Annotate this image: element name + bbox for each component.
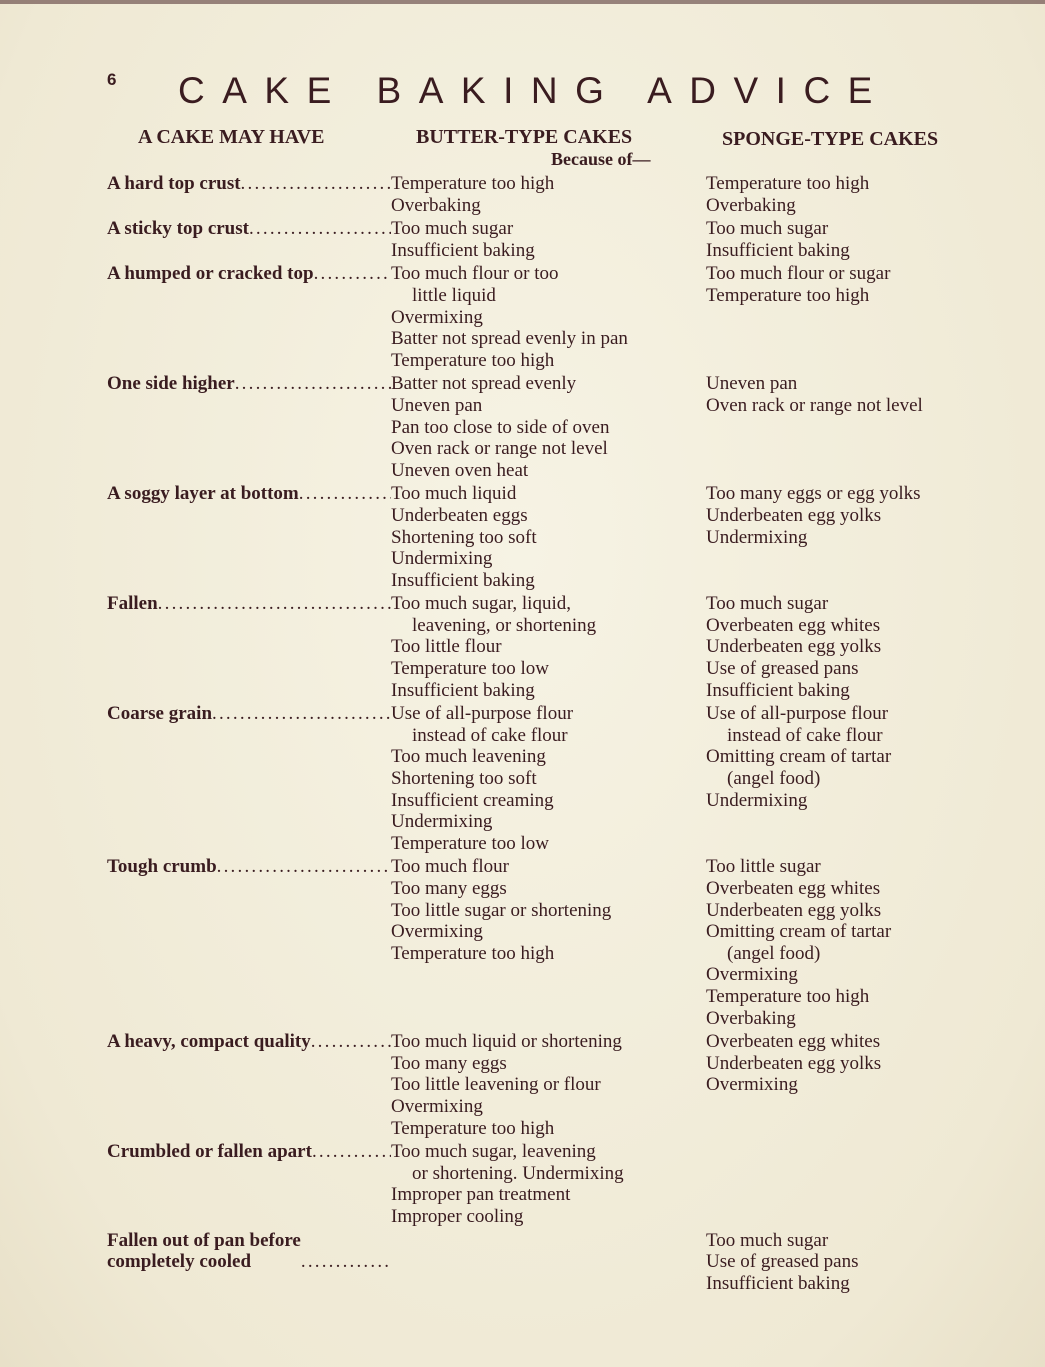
problem-cell bbox=[107, 263, 391, 371]
sponge-cause-line: Overbeaten egg whites bbox=[706, 614, 881, 636]
butter-cause-line: Undermixing bbox=[391, 548, 493, 570]
problem-cell bbox=[107, 1141, 391, 1227]
dot-leader bbox=[299, 483, 391, 505]
butter-cause-line: Uneven pan bbox=[391, 394, 483, 416]
sponge-cause-line: Oven rack or range not level bbox=[706, 394, 923, 416]
butter-cause-line: Insufficient creaming bbox=[391, 789, 554, 811]
problem-cell bbox=[107, 483, 391, 591]
butter-cause-line: or shortening. Undermixing bbox=[412, 1162, 624, 1184]
sponge-cause-line: Too many eggs or egg yolks bbox=[706, 483, 921, 505]
column-subheader: Because of— bbox=[551, 149, 651, 169]
problem-label bbox=[107, 703, 391, 725]
table-row bbox=[107, 593, 987, 701]
sponge-cause-cell bbox=[706, 218, 987, 261]
butter-cause-line: Temperature too low bbox=[391, 658, 550, 680]
sponge-cause-cell bbox=[706, 593, 987, 701]
dot-leader bbox=[235, 373, 391, 395]
dot-leader bbox=[311, 1031, 391, 1053]
butter-cause-line: Batter not spread evenly bbox=[391, 373, 577, 395]
butter-cause-line: Oven rack or range not level bbox=[391, 438, 608, 460]
problem-cell bbox=[107, 373, 391, 481]
sponge-cause-line: Undermixing bbox=[706, 789, 808, 811]
problem-label bbox=[107, 856, 391, 878]
table-row bbox=[107, 1031, 987, 1139]
problem-cell bbox=[107, 1031, 391, 1139]
sponge-cause-cell bbox=[706, 856, 987, 1029]
butter-cause-line: little liquid bbox=[412, 284, 496, 306]
butter-cause-line: Temperature too high bbox=[391, 1117, 555, 1139]
butter-cause-line: Insufficient baking bbox=[391, 679, 535, 701]
butter-cause-line: Shortening too soft bbox=[391, 768, 537, 790]
butter-cause-line: Too much sugar bbox=[391, 218, 514, 240]
butter-cause-line: Too much sugar, liquid, bbox=[391, 593, 571, 615]
sponge-cause-line: Too much sugar bbox=[706, 593, 829, 615]
butter-cause-cell bbox=[391, 218, 706, 261]
butter-cause-line: instead of cake flour bbox=[412, 724, 568, 746]
problem-text: Crumbled or fallen apart bbox=[107, 1141, 312, 1163]
column-header-problem: A CAKE MAY HAVE bbox=[138, 126, 325, 148]
problem-label bbox=[107, 1141, 391, 1163]
sponge-cause-line: Underbeaten egg yolks bbox=[706, 504, 882, 526]
table-row bbox=[107, 703, 987, 854]
sponge-cause-cell bbox=[706, 703, 987, 854]
problem-label bbox=[107, 483, 391, 505]
sponge-cause-cell bbox=[706, 263, 987, 371]
sponge-cause-line: Omitting cream of tartar bbox=[706, 746, 892, 768]
problem-label bbox=[107, 263, 391, 285]
sponge-cause-line: Underbeaten egg yolks bbox=[706, 1052, 882, 1074]
sponge-cause-line: Too much sugar bbox=[706, 218, 829, 240]
sponge-cause-line: Insufficient baking bbox=[706, 679, 850, 701]
sponge-cause-line: Use of greased pans bbox=[706, 658, 859, 680]
table-row bbox=[107, 373, 987, 481]
problem-cell bbox=[107, 856, 391, 1029]
table-row bbox=[107, 1230, 987, 1295]
sponge-cause-line: Temperature too high bbox=[706, 985, 870, 1007]
dot-leader bbox=[158, 593, 391, 615]
butter-cause-line: Undermixing bbox=[391, 811, 493, 833]
sponge-cause-line: Too little sugar bbox=[706, 856, 821, 878]
butter-cause-cell bbox=[391, 373, 706, 481]
sponge-cause-cell bbox=[706, 1141, 987, 1227]
sponge-cause-line: Temperature too high bbox=[706, 173, 870, 194]
butter-cause-cell bbox=[391, 173, 706, 216]
butter-cause-cell bbox=[391, 593, 706, 701]
dot-leader bbox=[301, 1251, 391, 1273]
butter-cause-line: Uneven oven heat bbox=[391, 459, 529, 481]
sponge-cause-line: Too much flour or sugar bbox=[706, 263, 891, 285]
sponge-cause-line: Undermixing bbox=[706, 526, 808, 548]
problem-text: Fallen bbox=[107, 593, 158, 615]
sponge-cause-line: Overmixing bbox=[706, 964, 798, 986]
dot-leader bbox=[212, 703, 391, 725]
problem-cell bbox=[107, 703, 391, 854]
problem-text: A sticky top crust bbox=[107, 218, 249, 240]
butter-cause-line: Shortening too soft bbox=[391, 526, 537, 548]
dot-leader bbox=[217, 856, 391, 878]
butter-cause-line: Too much liquid or shortening bbox=[391, 1031, 622, 1053]
butter-cause-line: Too little leavening or flour bbox=[391, 1074, 601, 1096]
problem-label bbox=[107, 173, 391, 195]
butter-cause-cell bbox=[391, 1031, 706, 1139]
butter-cause-line: Too many eggs bbox=[391, 878, 507, 899]
sponge-cause-line: Temperature too high bbox=[706, 284, 870, 306]
butter-cause-line: Too much liquid bbox=[391, 483, 517, 505]
butter-cause-line: leavening, or shortening bbox=[412, 614, 597, 636]
butter-cause-line: Too little sugar or shortening bbox=[391, 899, 612, 921]
problem-text: A soggy layer at bottom bbox=[107, 483, 299, 505]
butter-cause-line: Pan too close to side of oven bbox=[391, 416, 610, 438]
sponge-cause-line: Underbeaten egg yolks bbox=[706, 899, 882, 921]
sponge-cause-line: Overbaking bbox=[706, 194, 796, 216]
sponge-cause-cell bbox=[706, 373, 987, 481]
problem-label bbox=[107, 1230, 391, 1273]
butter-cause-line: Underbeaten eggs bbox=[391, 504, 528, 526]
sponge-cause-line: Use of greased pans bbox=[706, 1251, 859, 1273]
sponge-cause-line: Insufficient baking bbox=[706, 1272, 850, 1294]
butter-cause-line: Batter not spread evenly in pan bbox=[391, 328, 628, 350]
table-row bbox=[107, 218, 987, 261]
butter-cause-cell bbox=[391, 263, 706, 371]
butter-cause-line: Overmixing bbox=[391, 306, 483, 328]
problem-text: A heavy, compact quality bbox=[107, 1031, 311, 1053]
problem-text: A hard top crust bbox=[107, 173, 241, 194]
butter-cause-cell bbox=[391, 483, 706, 591]
dot-leader bbox=[314, 263, 391, 285]
problem-text: One side higher bbox=[107, 373, 235, 395]
column-header-butter: BUTTER-TYPE CAKES bbox=[416, 126, 633, 148]
butter-cause-line: Insufficient baking bbox=[391, 569, 535, 591]
problem-cell bbox=[107, 593, 391, 701]
sponge-cause-cell bbox=[706, 173, 987, 216]
butter-cause-line: Temperature too low bbox=[391, 832, 550, 854]
butter-cause-line: Improper cooling bbox=[391, 1205, 524, 1227]
page-edge bbox=[0, 0, 1045, 4]
problem-text: A humped or cracked top bbox=[107, 263, 314, 285]
sponge-cause-line: instead of cake flour bbox=[727, 724, 883, 746]
problem-text: Fallen out of pan before completely cooled bbox=[107, 1229, 301, 1273]
problem-text: Coarse grain bbox=[107, 703, 213, 725]
sponge-cause-line: Too much sugar bbox=[706, 1229, 829, 1251]
sponge-cause-cell bbox=[706, 1230, 987, 1295]
butter-cause-cell bbox=[391, 1230, 706, 1295]
sponge-cause-line: Overbeaten egg whites bbox=[706, 1031, 881, 1053]
problem-label bbox=[107, 373, 391, 395]
butter-cause-cell bbox=[391, 856, 706, 1029]
butter-cause-line: Too little flour bbox=[391, 636, 502, 658]
butter-cause-cell bbox=[391, 703, 706, 854]
butter-cause-line: Too much leavening bbox=[391, 746, 546, 768]
sponge-cause-line: Omitting cream of tartar bbox=[706, 921, 892, 943]
problem-cell bbox=[107, 173, 391, 216]
sponge-cause-cell bbox=[706, 483, 987, 591]
problem-label bbox=[107, 1031, 391, 1053]
problem-label bbox=[107, 218, 391, 240]
dot-leader bbox=[249, 218, 391, 240]
sponge-cause-line: Overbeaten egg whites bbox=[706, 878, 881, 899]
problem-text: Tough crumb bbox=[107, 856, 217, 878]
sponge-cause-line: Overmixing bbox=[706, 1074, 798, 1096]
butter-cause-cell bbox=[391, 1141, 706, 1227]
butter-cause-line: Insufficient baking bbox=[391, 239, 535, 261]
sponge-cause-line: Use of all-purpose flour bbox=[706, 703, 889, 725]
dot-leader bbox=[241, 173, 391, 195]
sponge-cause-line: (angel food) bbox=[727, 768, 821, 790]
sponge-cause-line: Overbaking bbox=[706, 1007, 796, 1029]
butter-cause-line: Use of all-purpose flour bbox=[391, 703, 574, 725]
sponge-cause-line: Insufficient baking bbox=[706, 239, 850, 261]
sponge-cause-line: Uneven pan bbox=[706, 373, 798, 395]
butter-cause-line: Too many eggs bbox=[391, 1052, 507, 1074]
problem-label bbox=[107, 593, 391, 615]
page-number: 6 bbox=[107, 70, 117, 89]
table-row bbox=[107, 483, 987, 591]
butter-cause-line: Too much flour or too bbox=[391, 263, 559, 285]
table-row bbox=[107, 1141, 987, 1227]
column-header-sponge: SPONGE-TYPE CAKES bbox=[722, 128, 939, 150]
problem-cell bbox=[107, 1230, 391, 1295]
butter-cause-line: Overmixing bbox=[391, 1095, 483, 1117]
table-row bbox=[107, 173, 987, 216]
problem-cell bbox=[107, 218, 391, 261]
table-row bbox=[107, 263, 987, 371]
dot-leader bbox=[312, 1141, 391, 1163]
butter-cause-line: Overbaking bbox=[391, 194, 481, 216]
butter-cause-line: Temperature too high bbox=[391, 349, 555, 371]
page-title: CAKE BAKING ADVICE bbox=[178, 70, 890, 111]
table-row bbox=[107, 856, 987, 1029]
sponge-cause-line: Underbeaten egg yolks bbox=[706, 636, 882, 658]
butter-cause-line: Overmixing bbox=[391, 921, 483, 943]
butter-cause-line: Temperature too high bbox=[391, 942, 555, 964]
butter-cause-line: Too much flour bbox=[391, 856, 509, 878]
sponge-cause-line: (angel food) bbox=[727, 942, 821, 964]
sponge-cause-cell bbox=[706, 1031, 987, 1139]
advice-table bbox=[107, 173, 987, 1296]
butter-cause-line: Too much sugar, leavening bbox=[391, 1141, 596, 1163]
butter-cause-line: Temperature too high bbox=[391, 173, 555, 194]
butter-cause-line: Improper pan treatment bbox=[391, 1184, 571, 1206]
